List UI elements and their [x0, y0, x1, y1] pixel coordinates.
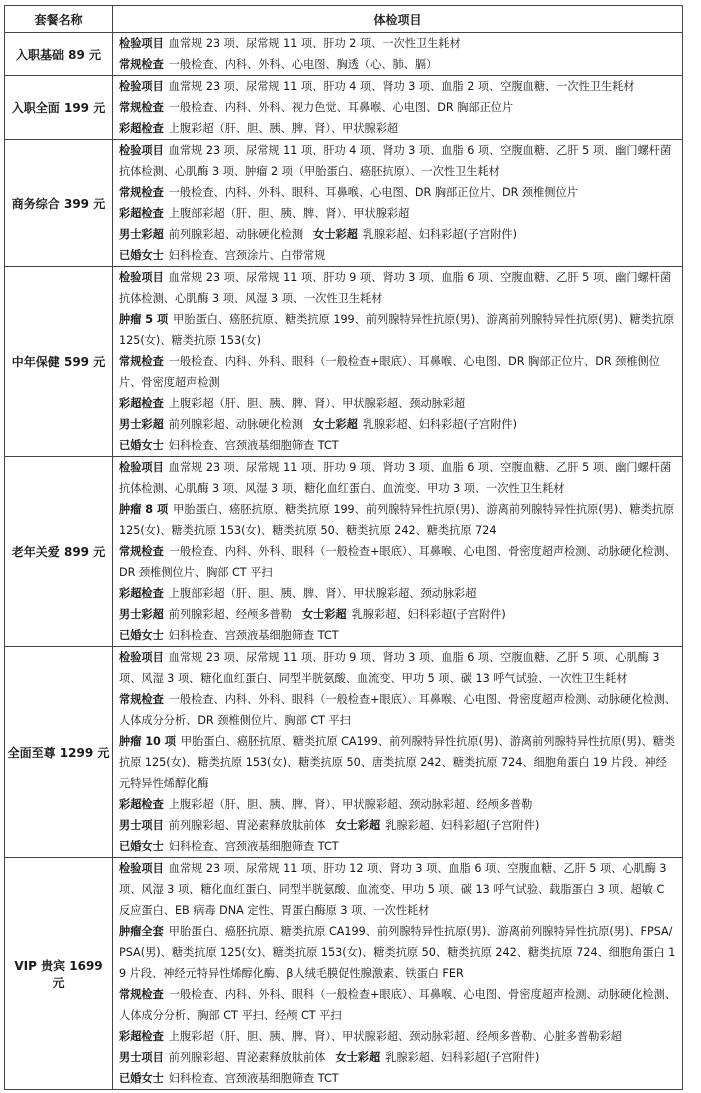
item-line: [119, 604, 676, 625]
item-category-label: 检验项目: [119, 37, 164, 50]
item-category-label: 女士彩超: [301, 608, 347, 621]
item-line: [119, 182, 676, 203]
item-line: [119, 815, 676, 836]
item-line: [119, 1026, 676, 1047]
item-category-label: 检验项目: [119, 144, 164, 157]
item-line: [119, 118, 676, 139]
item-category-label: 常规检查: [119, 988, 164, 1001]
item-content: 前列腺彩超、胃泌素释放肽前体: [168, 819, 326, 832]
item-line: [119, 647, 676, 689]
item-content: 妇科检查、宫颈液基细胞筛查 TCT: [168, 840, 339, 853]
item-category-label: 男士彩超: [119, 608, 164, 621]
item-category-label: 男士彩超: [119, 228, 164, 241]
item-category-label: 肿瘤 5 项: [119, 313, 169, 326]
header-exam-items: 体检项目: [113, 6, 683, 33]
package-items: [113, 76, 683, 140]
package-items: [113, 457, 683, 647]
item-category-label: 女士彩超: [313, 418, 358, 431]
item-category-label: 女士彩超: [313, 228, 358, 241]
item-content: 一般检查、内科、外科、眼科（一般检查+眼底）、耳鼻喉、心电图、骨密度超声检测、动脉硬化检测、DR 颈椎侧位片、胸部 CT 平扫: [119, 545, 676, 579]
item-category-label: 彩超检查: [119, 397, 164, 410]
item-category-label: 女士彩超: [335, 819, 381, 832]
item-content: 一般检查、内科、外科、眼科、耳鼻喉、心电图、DR 胸部正位片、DR 颈椎侧位片: [168, 186, 578, 199]
item-line: [119, 689, 676, 731]
item-line: [119, 921, 676, 984]
item-category-label: 已婚女士: [119, 840, 164, 853]
item-content: 一般检查、内科、外科、心电图、胸透（心、肺、膈）: [168, 58, 438, 71]
item-line: [119, 836, 676, 857]
item-content: 妇科检查、宫颈液基细胞筛查 TCT: [168, 439, 339, 452]
item-category-label: 已婚女士: [119, 1072, 164, 1085]
item-content: 一般检查、内科、外科、眼科（一般检查+眼底）、耳鼻喉、心电图、骨密度超声检测、动脉硬化检测、人体成分分析、DR 颈椎侧位片、胸部 CT 平扫: [119, 693, 676, 727]
item-content: 前列腺彩超、动脉硬化检测: [168, 228, 304, 241]
item-line: [119, 583, 676, 604]
item-category-label: 男士彩超: [119, 418, 164, 431]
item-category-label: 女士彩超: [335, 1051, 381, 1064]
package-items: [113, 858, 683, 1090]
item-content: 妇科检查、宫颈涂片、白带常规: [168, 249, 326, 262]
package-name: 入职全面 199 元: [5, 76, 113, 140]
item-content: 一般检查、内科、外科、眼科（一般检查+眼底）、耳鼻喉、心电图、骨密度超声检测、动脉硬化检测、人体成分分析、胸部 CT 平扫、经颅 CT 平扫: [119, 988, 676, 1022]
item-line: [119, 140, 676, 182]
item-content: 上腹彩超（肝、胆、胰、脾、肾）、甲状腺彩超、颈动脉彩超、经颅多普勒: [168, 798, 533, 811]
item-category-label: 彩超检查: [119, 122, 164, 135]
item-category-label: 彩超检查: [119, 587, 164, 600]
item-category-label: 常规检查: [119, 101, 164, 114]
item-category-label: 检验项目: [119, 862, 164, 875]
item-line: [119, 33, 676, 54]
package-name: 入职基础 89 元: [5, 33, 113, 76]
item-line: [119, 351, 676, 393]
header-package-name: 套餐名称: [5, 6, 113, 33]
package-items: [113, 140, 683, 267]
item-line: [119, 499, 676, 541]
item-line: [119, 309, 676, 351]
item-content: 前列腺彩超、胃泌素释放肽前体: [168, 1051, 326, 1064]
item-content: 一般检查、内科、外科、视力色觉、耳鼻喉、心电图、DR 胸部正位片: [168, 101, 514, 114]
item-line: [119, 984, 676, 1026]
item-category-label: 常规检查: [119, 355, 164, 368]
item-content: 血常规 23 项、尿常规 11 项、肝功 2 项、一次性卫生耗材: [168, 37, 461, 50]
item-line: [119, 731, 676, 794]
item-category-label: 已婚女士: [119, 249, 164, 262]
item-category-label: 男士项目: [119, 819, 164, 832]
item-line: [119, 858, 676, 921]
item-content: 甲胎蛋白、癌胚抗原、糖类抗原 199、前列腺特异性抗原(男)、游离前列腺特异性抗原(男)、糖类抗原 125(女)、糖类抗原 153(女): [119, 313, 675, 347]
item-category-label: 已婚女士: [119, 439, 164, 452]
item-content: 前列腺彩超、经颅多普勒: [168, 608, 292, 621]
package-items: [113, 647, 683, 858]
item-content: 乳腺彩超、妇科彩超(子宫附件): [351, 608, 506, 621]
package-table-container: [4, 5, 683, 1090]
item-category-label: 检验项目: [119, 271, 164, 284]
item-content: 血常规 23 项、尿常规 11 项、肝功 4 项、肾功 3 项、血脂 6 项、空腹血糖、乙肝 5 项、幽门螺杆菌抗体检测、心肌酶 3 项、肿瘤 2 项（甲胎蛋白、癌胚抗原）、一次性卫生耗材: [119, 144, 672, 178]
package-items: [113, 33, 683, 76]
item-line: [119, 393, 676, 414]
package-rows: [5, 33, 683, 1090]
item-line: [119, 457, 676, 499]
table-row: [5, 647, 683, 858]
item-content: 乳腺彩超、妇科彩超(子宫附件): [362, 228, 517, 241]
item-category-label: 常规检查: [119, 545, 164, 558]
table-row: [5, 267, 683, 457]
item-content: 上腹部彩超（肝、胆、胰、脾、肾）、甲状腺彩超、颈动脉彩超: [168, 587, 477, 600]
item-content: 甲胎蛋白、癌胚抗原、糖类抗原 199、前列腺特异性抗原(男)、游离前列腺特异性抗原(男)、糖类抗原 125(女)、糖类抗原 153(女)、糖类抗原 50、糖类抗原 242、糖类抗原 724: [119, 503, 675, 537]
package-items: [113, 267, 683, 457]
package-name: VIP 贵宾 1699 元: [5, 858, 113, 1090]
item-line: [119, 97, 676, 118]
item-content: 上腹彩超（肝、胆、胰、脾、肾）、甲状腺彩超、颈动脉彩超: [168, 397, 466, 410]
item-content: 乳腺彩超、妇科彩超(子宫附件): [385, 819, 540, 832]
table-row: [5, 457, 683, 647]
item-category-label: 彩超检查: [119, 798, 164, 811]
item-content: 甲胎蛋白、癌胚抗原、糖类抗原 CA199、前列腺特异性抗原(男)、游离前列腺特异性抗原(男)、FPSA/PSA(男)、糖类抗原 125(女)、糖类抗原 153(女)、糖类抗原 50、糖类抗原 242、糖类抗原 724、细胞角蛋白 19 片段、神经元特异性烯醇化酶、β人绒毛膜促性腺激素、铁蛋白 FER: [119, 925, 676, 980]
item-line: [119, 245, 676, 266]
item-content: 上腹部彩超（肝、胆、胰、脾、肾）、甲状腺彩超: [168, 207, 410, 220]
item-content: 一般检查、内科、外科、眼科（一般检查+眼底）、耳鼻喉、心电图、DR 胸部正位片、DR 颈椎侧位片、骨密度超声检测: [119, 355, 660, 389]
package-name: 商务综合 399 元: [5, 140, 113, 267]
item-category-label: 肿瘤 10 项: [119, 735, 176, 748]
package-name: 中年保健 599 元: [5, 267, 113, 457]
item-content: 血常规 23 项、尿常规 11 项、肝功 4 项、肾功 3 项、血脂 2 项、空腹血糖、一次性卫生耗材: [168, 80, 635, 93]
item-content: 前列腺彩超、动脉硬化检测: [168, 418, 304, 431]
item-category-label: 男士项目: [119, 1051, 164, 1064]
item-category-label: 彩超检查: [119, 1030, 164, 1043]
item-line: [119, 267, 676, 309]
item-category-label: 肿瘤全套: [119, 925, 164, 938]
item-category-label: 检验项目: [119, 651, 164, 664]
item-line: [119, 1047, 676, 1068]
item-content: 血常规 23 项、尿常规 11 项、肝功 9 项、肾功 3 项、血脂 6 项、空腹血糖、乙肝 5 项、幽门螺杆菌抗体检测、心肌酶 3 项、风湿 3 项、糖化血红蛋白、血流变、甲功 3 项、一次性卫生耗材: [119, 461, 672, 495]
item-content: 血常规 23 项、尿常规 11 项、肝功 12 项、肾功 3 项、血脂 6 项、空腹血糖、乙肝 5 项、心肌酶 3 项、风湿 3 项、糖化血红蛋白、同型半胱氨酸、血流变、甲功 5 项、碳 13 呼气试验、载脂蛋白 3 项、超敏 C 反应蛋白、EB 病毒 DNA 定性、胃蛋白酶原 3 项、一次性耗材: [119, 862, 667, 917]
table-row: [5, 76, 683, 140]
item-content: 甲胎蛋白、癌胚抗原、糖类抗原 CA199、前列腺特异性抗原(男)、游离前列腺特异性抗原(男)、糖类抗原 125(女)、糖类抗原 153(女)、糖类抗原 50、唐类抗原 242、糖类抗原 724、细胞角蛋白 19 片段、神经元特异性烯醇化酶: [119, 735, 676, 790]
item-category-label: 已婚女士: [119, 629, 164, 642]
item-category-label: 常规检查: [119, 693, 164, 706]
item-line: [119, 54, 676, 75]
item-content: 血常规 23 项、尿常规 11 项、肝功 9 项、肾功 3 项、血脂 6 项、空腹血糖、乙肝 5 项、心肌酶 3 项、风湿 3 项、糖化血红蛋白、同型半胱氨酸、血流变、甲功 5 项、碳 13 呼气试验、一次性卫生耗材: [119, 651, 660, 685]
package-name: 全面至尊 1299 元: [5, 647, 113, 858]
item-category-label: 检验项目: [119, 80, 164, 93]
item-line: [119, 541, 676, 583]
item-category-label: 彩超检查: [119, 207, 164, 220]
item-category-label: 常规检查: [119, 186, 164, 199]
item-line: [119, 224, 676, 245]
item-category-label: 检验项目: [119, 461, 164, 474]
item-line: [119, 1068, 676, 1089]
table-row: [5, 858, 683, 1090]
item-content: 乳腺彩超、妇科彩超(子宫附件): [385, 1051, 540, 1064]
table-header-row: [5, 6, 683, 33]
item-line: [119, 76, 676, 97]
item-line: [119, 794, 676, 815]
package-table: [4, 5, 683, 1090]
item-line: [119, 414, 676, 435]
item-category-label: 肿瘤 8 项: [119, 503, 169, 516]
package-name: 老年关爱 899 元: [5, 457, 113, 647]
item-content: 妇科检查、宫颈液基细胞筛查 TCT: [168, 629, 339, 642]
item-content: 乳腺彩超、妇科彩超(子宫附件): [362, 418, 517, 431]
item-line: [119, 203, 676, 224]
item-line: [119, 435, 676, 456]
item-content: 妇科检查、宫颈液基细胞筛查 TCT: [168, 1072, 339, 1085]
item-content: 上腹彩超（肝、胆、胰、脾、肾）、甲状腺彩超、颈动脉彩超、经颅多普勒、心脏多普勒彩超: [168, 1030, 622, 1043]
table-row: [5, 140, 683, 267]
item-line: [119, 625, 676, 646]
item-category-label: 常规检查: [119, 58, 164, 71]
item-content: 上腹彩超（肝、胆、胰、脾、肾）、甲状腺彩超: [168, 122, 399, 135]
item-content: 血常规 23 项、尿常规 11 项、肝功 9 项、肾功 3 项、血脂 6 项、空腹血糖、乙肝 5 项、幽门螺杆菌抗体检测、心肌酶 3 项、风湿 3 项、一次性卫生耗材: [119, 271, 672, 305]
table-row: [5, 33, 683, 76]
